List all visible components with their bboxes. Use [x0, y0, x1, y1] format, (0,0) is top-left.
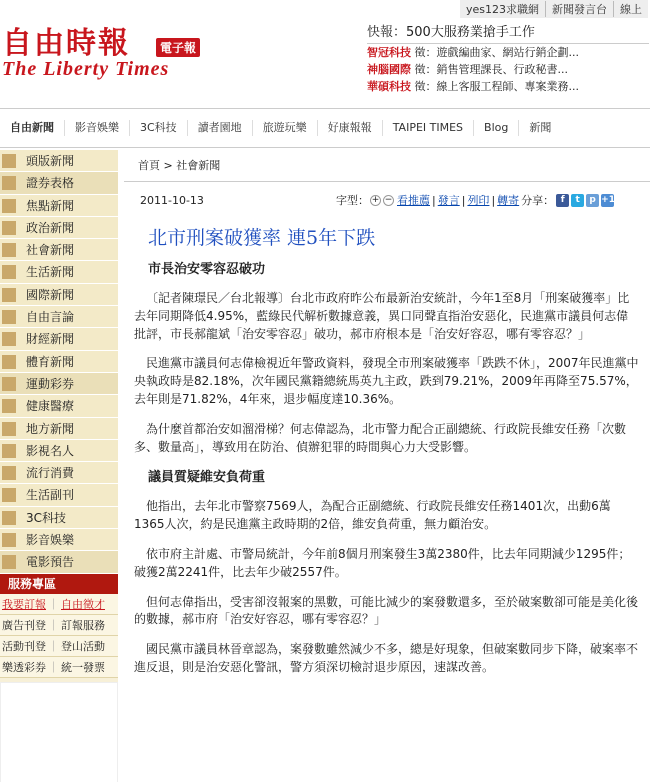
service-lottery[interactable]: 樂透彩券 [2, 660, 46, 674]
breadcrumb[interactable]: 首頁 > 社會新聞 [124, 150, 650, 182]
nav-liberty-news[interactable]: 自由新聞 [10, 121, 54, 134]
comment-link[interactable]: 發言 [437, 194, 460, 207]
ad-row[interactable] [367, 44, 649, 61]
ad-row[interactable] [367, 78, 649, 95]
sidebar-item-world[interactable]: 國際新聞 [0, 284, 118, 306]
main-nav [0, 108, 650, 148]
article-headline: 北市刑案破獲率 連5年下跌 [148, 227, 376, 249]
article-paragraph: 他指出，去年北市警察7569人，為配合正副總統、行政院長維安任務1401次，出動6萬1365人次，約是民進黨主政時期的2倍，維安負荷重，無力顧治安。 [134, 499, 611, 532]
print-link[interactable]: 列印 [467, 194, 490, 207]
article-paragraph: 依市府主計處、市警局統計，今年前8個月刑案發生3萬2380件，比去年同期減少1295件；破獲2萬2241件，比去年少破2557件。 [134, 546, 631, 579]
sidebar-item-stocks[interactable]: 證券表格 [0, 172, 118, 194]
sidebar-item-consumer[interactable]: 流行消費 [0, 462, 118, 484]
sidebar [0, 150, 118, 782]
font-increase-icon[interactable]: + [371, 194, 380, 205]
font-size-label: 字型： [336, 194, 369, 207]
article-main [124, 150, 650, 782]
ad-company: 智冠科技 [367, 46, 411, 59]
sidebar-item-front-page[interactable]: 頭版新聞 [0, 150, 118, 172]
sidebar-item-focus[interactable]: 焦點新聞 [0, 195, 118, 217]
ad-text: 徵：線上客服工程師、專案業務... [414, 80, 579, 93]
nav-deals[interactable]: 好康報報 [317, 120, 382, 136]
ad-title[interactable]: 快報：500大服務業搶手工作 [367, 22, 649, 44]
service-ads[interactable]: 廣告刊登 [2, 618, 46, 632]
ad-text: 徵：銷售管理課長、行政秘書... [414, 63, 568, 76]
article-subhead: 市長治安零容忍破功 [148, 262, 266, 277]
header [0, 0, 650, 108]
sidebar-ad-slot [0, 682, 118, 782]
ad-row[interactable] [367, 61, 649, 78]
sidebar-item-opinion[interactable]: 自由言論 [0, 306, 118, 328]
nav-3c[interactable]: 3C科技 [129, 120, 187, 136]
article-tools [124, 182, 650, 212]
article-paragraph: 民進黨市議員何志偉檢視近年警政資料，發現全市刑案破獲率「跌跌不休」，2007年民進黨中央執政時是82.18%，次年國民黨籍總統馬英九主政，跌到79.21%，2009年再降至75.57%，去年則是71.82%，4年來，退步幅度達10.36%。 [134, 356, 639, 406]
service-separator: ｜ [48, 639, 59, 653]
epaper-badge: 電子報 [156, 38, 200, 57]
twitter-icon[interactable]: t [571, 194, 584, 207]
service-separator: ｜ [48, 660, 59, 674]
article-paragraph: 但何志偉指出，受害卻沒報案的黑數，可能比減少的案發數還多，至於破案數卻可能是美化後的數據，郝市府「治安好容忍，哪有零容忍？」 [134, 594, 639, 627]
font-decrease-icon[interactable]: − [384, 194, 393, 205]
share-label: 分享： [521, 194, 555, 207]
toplink-press[interactable]: 新聞發言台 [545, 1, 613, 17]
sidebar-item-finance[interactable]: 財經新聞 [0, 328, 118, 350]
sidebar-item-av[interactable]: 影音娛樂 [0, 529, 118, 551]
recommend-link[interactable]: 看推薦 [397, 194, 430, 207]
nav-news[interactable]: 新聞 [518, 120, 561, 136]
service-row [0, 636, 118, 657]
sidebar-item-sports[interactable]: 體育新聞 [0, 351, 118, 373]
service-row [0, 594, 118, 615]
service-row [0, 615, 118, 636]
service-events[interactable]: 活動刊登 [2, 639, 46, 653]
sidebar-item-politics[interactable]: 政治新聞 [0, 217, 118, 239]
service-invoice[interactable]: 統一發票 [61, 660, 105, 674]
article-date: 2011-10-13 [140, 194, 204, 207]
plurk-icon[interactable]: p [586, 194, 599, 207]
sidebar-item-local[interactable]: 地方新聞 [0, 418, 118, 440]
sidebar-item-society[interactable]: 社會新聞 [0, 239, 118, 261]
top-links [460, 0, 648, 18]
nav-blog[interactable]: Blog [473, 120, 518, 136]
plus-one-icon[interactable]: +1 [601, 194, 615, 205]
nav-readers[interactable]: 讀者園地 [187, 120, 252, 136]
sidebar-item-trailers[interactable]: 電影預告 [0, 551, 118, 573]
sidebar-item-health[interactable]: 健康醫療 [0, 395, 118, 417]
forward-link[interactable]: 轉寄 [497, 194, 520, 207]
ad-company: 神腦國際 [367, 63, 411, 76]
article-paragraph: 為什麼首都治安如溜滑梯？何志偉認為，北市警力配合正副總統、行政院長維安任務「次數多、數量高」，導致用在防治、偵辦犯罪的時間與心力大受影響。 [134, 421, 627, 454]
service-separator: ｜ [48, 597, 59, 611]
article-paragraph: 國民黨市議員林晉章認為，案發數雖然減少不多，總是好現象，但破案數同步下降，破案率不進反退，則是治安惡化警訊，警方須深切檢討退步原因，速謀改善。 [134, 642, 639, 674]
ad-text: 徵：遊戲編曲家、網站行銷企劃... [414, 46, 579, 59]
nav-travel[interactable]: 旅遊玩樂 [252, 120, 317, 136]
service-jobs[interactable]: 自由徵才 [61, 597, 105, 611]
sidebar-item-supplement[interactable]: 生活副刊 [0, 484, 118, 506]
service-subscription[interactable]: 訂報服務 [61, 618, 105, 632]
ad-company: 華碩科技 [367, 80, 411, 93]
service-separator: ｜ [48, 618, 59, 632]
sidebar-item-celebrities[interactable]: 影視名人 [0, 440, 118, 462]
tool-links: 字型： + − 看推薦 | 發言 | 列印 | 轉寄 分享： f t p +1 [336, 193, 615, 207]
logo-english: The Liberty Times [2, 58, 170, 80]
toplink-yes123[interactable]: yes123求職網 [465, 3, 539, 16]
article-paragraph: 〔記者陳璟民／台北報導〕台北市政府昨公布最新治安統計，今年1至8月「刑案破獲率」比去年同期降低4.95%，藍綠民代解析數據意義，異口同聲直指治安惡化，民進黨市議員何志偉批評，市長郝龍斌「治安零容忍」破功，郝市府根本是「治安好容忍，哪有零容忍？」 [134, 291, 630, 341]
sidebar-item-sports-lottery[interactable]: 運動彩券 [0, 373, 118, 395]
service-row [0, 657, 118, 678]
nav-taipei-times[interactable]: TAIPEI TIMES [382, 120, 473, 136]
sidebar-item-3c[interactable]: 3C科技 [0, 507, 118, 529]
logo-chinese: 自由時報 [2, 26, 130, 61]
job-ad-box [367, 22, 649, 102]
nav-entertainment[interactable]: 影音娛樂 [64, 120, 129, 136]
sidebar-item-life[interactable]: 生活新聞 [0, 261, 118, 283]
service-hiking[interactable]: 登山活動 [61, 639, 105, 653]
service-subscribe[interactable]: 我要訂報 [2, 597, 46, 611]
article-subhead-2: 議員質疑維安負荷重 [148, 470, 266, 486]
facebook-icon[interactable]: f [556, 194, 569, 207]
service-area-header: 服務專區 [0, 574, 118, 594]
site-logo[interactable] [2, 18, 232, 88]
toplink-online[interactable]: 線上 [613, 1, 648, 17]
